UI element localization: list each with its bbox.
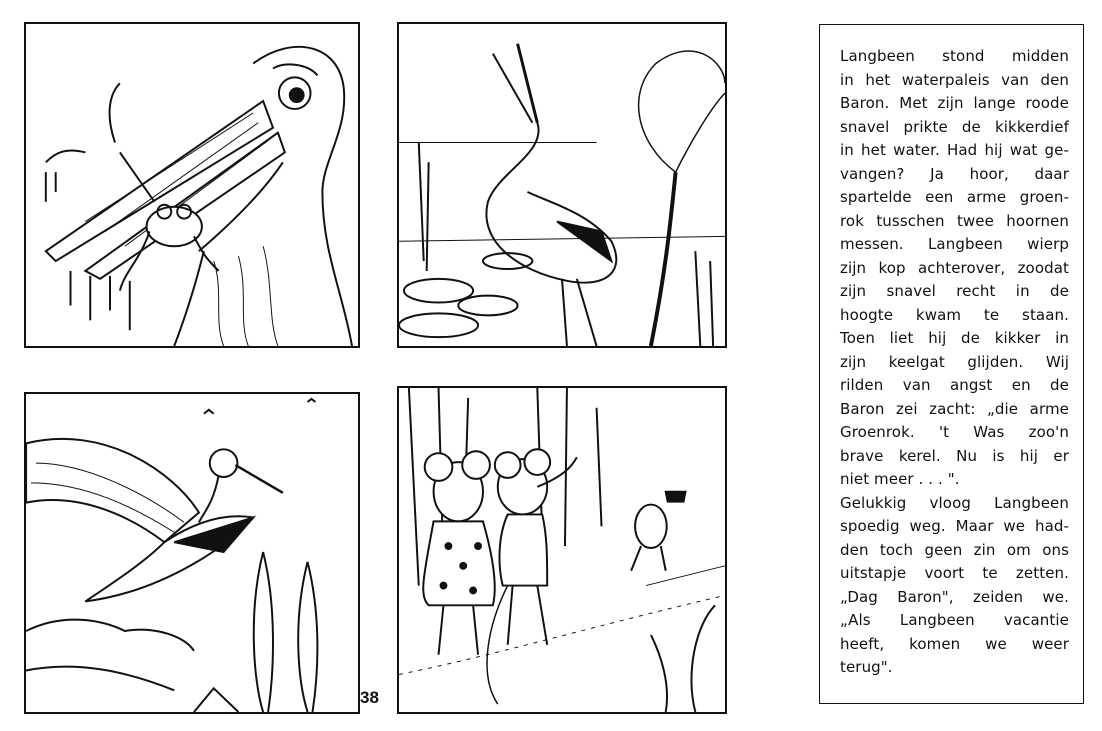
text-line: uitstapje voort te zetten. xyxy=(840,564,1069,582)
story-paragraph-1 xyxy=(840,45,1069,492)
text-line: spartelde een arme groen- xyxy=(840,188,1069,206)
text-line: hoogte kwam te staan. xyxy=(840,305,1069,324)
text-line: Baron zei zacht: „die arme xyxy=(840,399,1069,418)
stork-flying-drawing xyxy=(26,394,358,712)
stork-pond-drawing xyxy=(399,24,725,346)
text-line: zijn keelgat glijden. Wij xyxy=(840,352,1069,371)
illustration-stork-flying xyxy=(24,392,360,714)
text-line: „Dag Baron", zeiden we. xyxy=(840,587,1069,606)
stork-frog-drawing xyxy=(26,24,358,346)
text-line: zijn kop achterover, zoodat xyxy=(840,258,1069,277)
text-line: heeft, komen we weer xyxy=(840,634,1069,653)
text-line: rilden van angst en de xyxy=(840,376,1069,394)
story-paragraph-2 xyxy=(840,492,1069,680)
text-line: „Als Langbeen vacantie xyxy=(840,611,1069,629)
text-line: vangen? Ja hoor, daar xyxy=(840,164,1069,183)
text-line: Langbeen stond midden xyxy=(840,47,1069,65)
illustration-mice-waving xyxy=(397,386,727,714)
text-line: terug". xyxy=(840,658,893,676)
illustration-stork-in-pond xyxy=(397,22,727,348)
text-line: messen. Langbeen wierp xyxy=(840,235,1069,253)
text-line: Baron. Met zijn lange roode xyxy=(840,94,1069,112)
text-line: in het water. Had hij wat ge- xyxy=(840,141,1069,159)
text-line: den toch geen zin om ons xyxy=(840,540,1069,559)
text-line: snavel prikte de kikkerdief xyxy=(840,117,1069,136)
text-line: brave kerel. Nu is hij er xyxy=(840,446,1069,465)
text-line: zijn snavel recht in de xyxy=(840,282,1069,300)
mice-waving-drawing xyxy=(399,388,725,712)
illustration-stork-catching-frog xyxy=(24,22,360,348)
page-number: 38 xyxy=(360,688,379,707)
text-line: rok tusschen twee hoornen xyxy=(840,211,1069,230)
text-line: Toen liet hij de kikker in xyxy=(840,329,1069,347)
text-line: Groenrok. 't Was zoo'n xyxy=(840,423,1069,441)
text-line: Gelukkig vloog Langbeen xyxy=(840,493,1069,512)
text-line: spoedig weg. Maar we had- xyxy=(840,517,1069,535)
text-line: niet meer . . . ". xyxy=(840,470,960,488)
text-line: in het waterpaleis van den xyxy=(840,70,1069,89)
story-text-box xyxy=(819,24,1084,704)
